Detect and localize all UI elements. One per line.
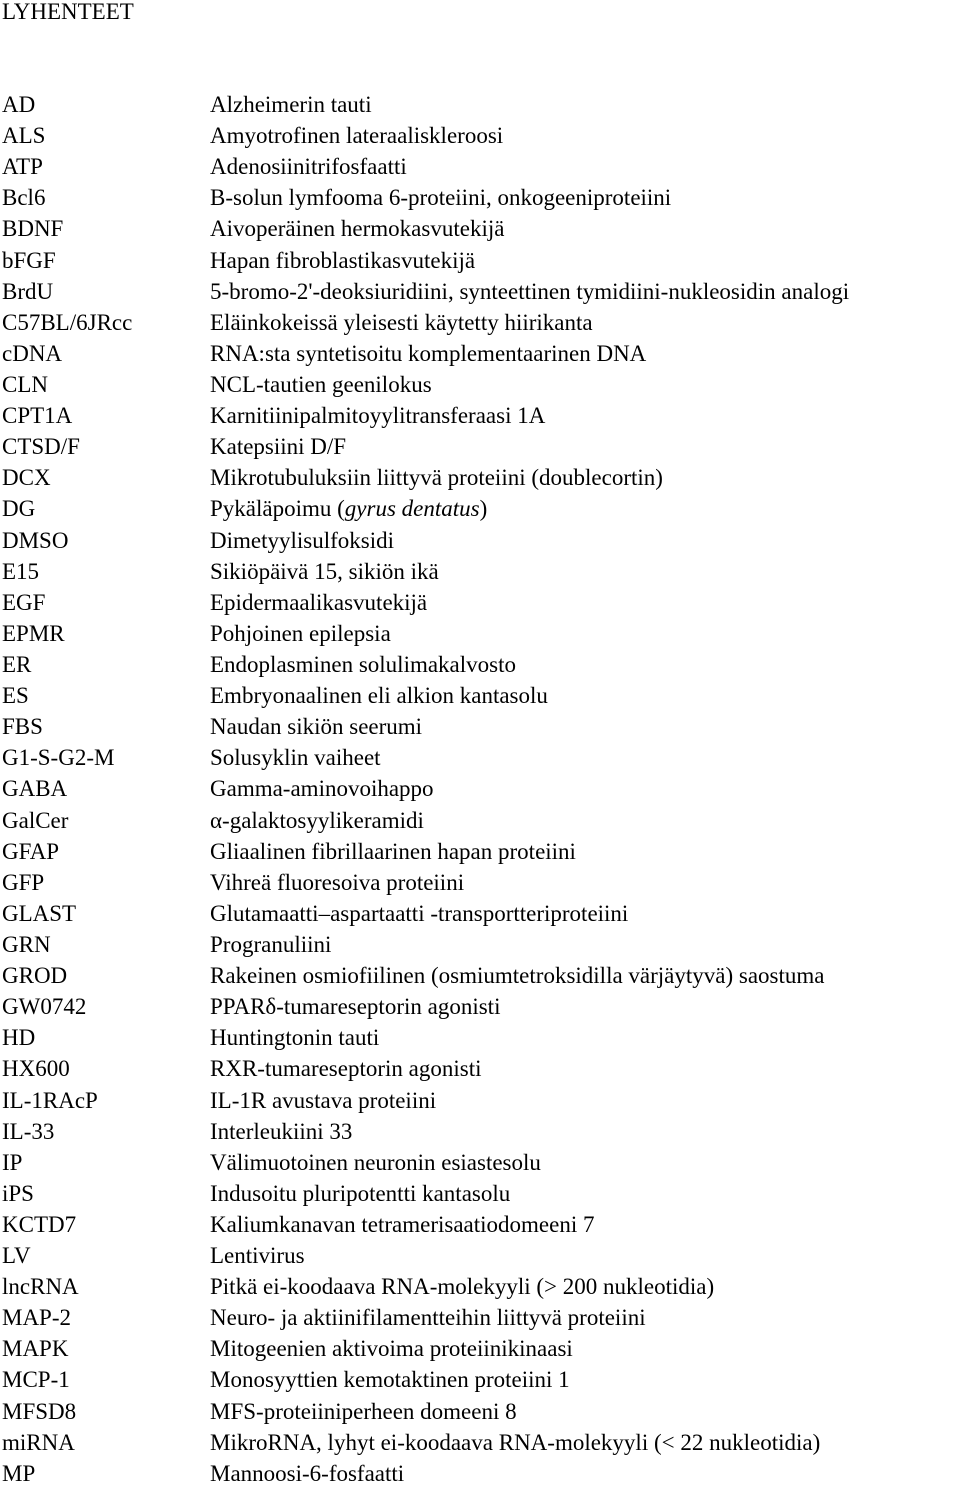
abbreviation-term: CLN <box>2 371 48 397</box>
list-item <box>0 649 960 680</box>
abbreviation-term: MCP-1 <box>2 1367 70 1393</box>
list-item <box>0 245 960 276</box>
list-item <box>0 462 960 493</box>
abbreviation-definition: Karnitiinipalmitoyylitransferaasi 1A <box>210 403 546 429</box>
abbreviation-term: G1-S-G2-M <box>2 745 115 771</box>
abbreviation-term: ER <box>2 651 32 677</box>
abbreviation-definition: Mikrotubuluksiin liittyvä proteiini (doublecortin) <box>210 465 663 491</box>
abbreviation-definition: Dimetyylisulfoksidi <box>210 527 394 553</box>
abbreviation-definition: Gamma-aminovoihappo <box>210 776 434 802</box>
list-item <box>0 556 960 587</box>
abbreviation-term: FBS <box>2 714 43 740</box>
list-item <box>0 1458 960 1489</box>
list-item <box>0 1364 960 1395</box>
abbreviation-definition: PPARδ-tumareseptorin agonisti <box>210 994 501 1020</box>
abbreviation-term: CTSD/F <box>2 434 80 460</box>
list-item <box>0 213 960 244</box>
abbreviation-term: ALS <box>2 123 46 149</box>
page-title: LYHENTEET <box>2 0 134 24</box>
abbreviation-term: GRN <box>2 931 51 957</box>
abbreviation-definition: Solusyklin vaiheet <box>210 745 381 771</box>
list-item <box>0 587 960 618</box>
list-item <box>0 742 960 773</box>
list-item <box>0 1240 960 1271</box>
abbreviation-definition: Glutamaatti–aspartaatti -transportteriproteiini <box>210 900 629 926</box>
abbreviation-term: GFAP <box>2 838 60 864</box>
abbreviation-definition: Rakeinen osmiofiilinen (osmiumtetroksidilla värjäytyvä) saostuma <box>210 963 825 989</box>
abbreviation-definition: Neuro- ja aktiinifilamentteihin liittyvä proteiini <box>210 1305 646 1331</box>
abbreviation-definition: Kaliumkanavan tetramerisaatiodomeeni 7 <box>210 1211 595 1237</box>
abbreviation-term: DMSO <box>2 527 69 553</box>
abbreviation-term: GLAST <box>2 900 77 926</box>
list-item <box>0 1427 960 1458</box>
abbreviation-term: HD <box>2 1025 36 1051</box>
abbreviation-definition: IL-1R avustava proteiini <box>210 1087 437 1113</box>
abbreviation-definition: Epidermaalikasvutekijä <box>210 589 428 615</box>
abbreviation-term: IP <box>2 1149 23 1175</box>
abbreviation-term: lncRNA <box>2 1274 79 1300</box>
list-item <box>0 867 960 898</box>
list-item <box>0 1022 960 1053</box>
list-item <box>0 711 960 742</box>
abbreviation-definition: α-galaktosyylikeramidi <box>210 807 424 833</box>
abbreviation-definition: Pohjoinen epilepsia <box>210 620 391 646</box>
list-item <box>0 618 960 649</box>
abbreviation-term: ATP <box>2 154 43 180</box>
list-item <box>0 182 960 213</box>
list-item <box>0 1209 960 1240</box>
abbreviation-definition: Progranuliini <box>210 931 332 957</box>
abbreviation-list <box>0 89 960 1489</box>
abbreviation-definition <box>210 493 487 524</box>
list-item <box>0 960 960 991</box>
list-item <box>0 1147 960 1178</box>
abbreviation-definition: Sikiöpäivä 15, sikiön ikä <box>210 558 439 584</box>
abbreviation-definition: Välimuotoinen neuronin esiastesolu <box>210 1149 541 1175</box>
list-item <box>0 1116 960 1147</box>
abbreviation-term: GROD <box>2 963 68 989</box>
abbreviation-term: MAP-2 <box>2 1305 72 1331</box>
abbreviation-definition: Aivoperäinen hermokasvutekijä <box>210 216 505 242</box>
list-item <box>0 898 960 929</box>
abbreviation-definition: Hapan fibroblastikasvutekijä <box>210 247 476 273</box>
abbreviation-term: C57BL/6JRcc <box>2 309 133 335</box>
list-item <box>0 1178 960 1209</box>
abbreviation-term: GalCer <box>2 807 69 833</box>
abbreviation-term: E15 <box>2 558 40 584</box>
list-item <box>0 338 960 369</box>
abbreviation-definition: Gliaalinen fibrillaarinen hapan proteiini <box>210 838 576 864</box>
list-item <box>0 929 960 960</box>
list-item <box>0 369 960 400</box>
abbreviation-term: CPT1A <box>2 403 73 429</box>
definition-italic-text: gyrus dentatus <box>344 496 480 522</box>
abbreviation-definition: RXR-tumareseptorin agonisti <box>210 1056 482 1082</box>
list-item <box>0 307 960 338</box>
abbreviation-term: GABA <box>2 776 68 802</box>
abbreviation-definition: Mitogeenien aktivoima proteiinikinaasi <box>210 1336 573 1362</box>
list-item <box>0 400 960 431</box>
abbreviation-term: MAPK <box>2 1336 69 1362</box>
abbreviation-definition: Lentivirus <box>210 1243 305 1269</box>
list-item <box>0 1333 960 1364</box>
abbreviation-term: EGF <box>2 589 46 615</box>
abbreviation-definition: Pitkä ei-koodaava RNA-molekyyli (> 200 nukleotidia) <box>210 1274 715 1300</box>
list-item <box>0 493 960 524</box>
list-item <box>0 991 960 1022</box>
list-item <box>0 1053 960 1084</box>
abbreviation-term: iPS <box>2 1180 34 1206</box>
abbreviation-definition: Monosyyttien kemotaktinen proteiini 1 <box>210 1367 570 1393</box>
list-item <box>0 805 960 836</box>
abbreviation-definition: Vihreä fluoresoiva proteiini <box>210 869 465 895</box>
abbreviation-term: MP <box>2 1460 36 1486</box>
abbreviation-definition: B-solun lymfooma 6-proteiini, onkogeeniproteiini <box>210 185 672 211</box>
list-item <box>0 680 960 711</box>
abbreviation-definition: Katepsiini D/F <box>210 434 347 460</box>
abbreviation-term: IL-33 <box>2 1118 55 1144</box>
abbreviation-term: EPMR <box>2 620 65 646</box>
abbreviation-term: HX600 <box>2 1056 70 1082</box>
abbreviation-term: GW0742 <box>2 994 87 1020</box>
abbreviation-definition: Endoplasminen solulimakalvosto <box>210 651 516 677</box>
abbreviation-definition: Mannoosi-6-fosfaatti <box>210 1460 405 1486</box>
definition-text: ) <box>479 496 488 522</box>
abbreviation-definition: MFS-proteiiniperheen domeeni 8 <box>210 1398 517 1424</box>
abbreviation-term: BrdU <box>2 278 54 304</box>
list-item <box>0 120 960 151</box>
abbreviation-definition: Amyotrofinen lateraaliskleroosi <box>210 123 504 149</box>
list-item <box>0 431 960 462</box>
abbreviation-term: DG <box>2 496 36 522</box>
abbreviation-term: AD <box>2 92 36 117</box>
list-item <box>0 1271 960 1302</box>
abbreviation-definition: Naudan sikiön seerumi <box>210 714 423 740</box>
abbreviation-definition: Adenosiinitrifosfaatti <box>210 154 407 180</box>
abbreviation-term: Bcl6 <box>2 185 46 211</box>
abbreviation-term: bFGF <box>2 247 56 273</box>
abbreviation-term: BDNF <box>2 216 64 242</box>
abbreviation-term: ES <box>2 683 29 709</box>
abbreviation-term: miRNA <box>2 1429 75 1455</box>
definition-text: Pykäläpoimu ( <box>210 496 345 522</box>
abbreviation-term: DCX <box>2 465 51 491</box>
abbreviation-term: IL-1RAcP <box>2 1087 98 1113</box>
abbreviation-definition: Embryonaalinen eli alkion kantasolu <box>210 683 548 709</box>
abbreviation-definition: RNA:sta syntetisoitu komplementaarinen DNA <box>210 340 647 366</box>
abbreviation-definition: Interleukiini 33 <box>210 1118 353 1144</box>
abbreviation-definition: Huntingtonin tauti <box>210 1025 380 1051</box>
list-item <box>0 151 960 182</box>
abbreviation-term: GFP <box>2 869 45 895</box>
abbreviation-definition: NCL-tautien geenilokus <box>210 371 432 397</box>
abbreviation-definition: MikroRNA, lyhyt ei-koodaava RNA-molekyyli (< 22 nukleotidia) <box>210 1429 821 1455</box>
list-item <box>0 1302 960 1333</box>
list-item <box>0 89 960 120</box>
list-item <box>0 1085 960 1116</box>
abbreviation-term: cDNA <box>2 340 63 366</box>
abbreviation-definition: Indusoitu pluripotentti kantasolu <box>210 1180 511 1206</box>
list-item <box>0 525 960 556</box>
abbreviation-term: MFSD8 <box>2 1398 77 1424</box>
abbreviation-definition: Alzheimerin tauti <box>210 92 372 117</box>
list-item <box>0 836 960 867</box>
abbreviation-definition: Eläinkokeissä yleisesti käytetty hiirikanta <box>210 309 593 335</box>
abbreviation-definition: 5-bromo-2'-deoksiuridiini, synteettinen tymidiini-nukleosidin analogi <box>210 278 850 304</box>
list-item <box>0 773 960 804</box>
abbreviation-term: LV <box>2 1243 31 1269</box>
list-item <box>0 276 960 307</box>
abbreviation-term: KCTD7 <box>2 1211 77 1237</box>
list-item <box>0 1396 960 1427</box>
